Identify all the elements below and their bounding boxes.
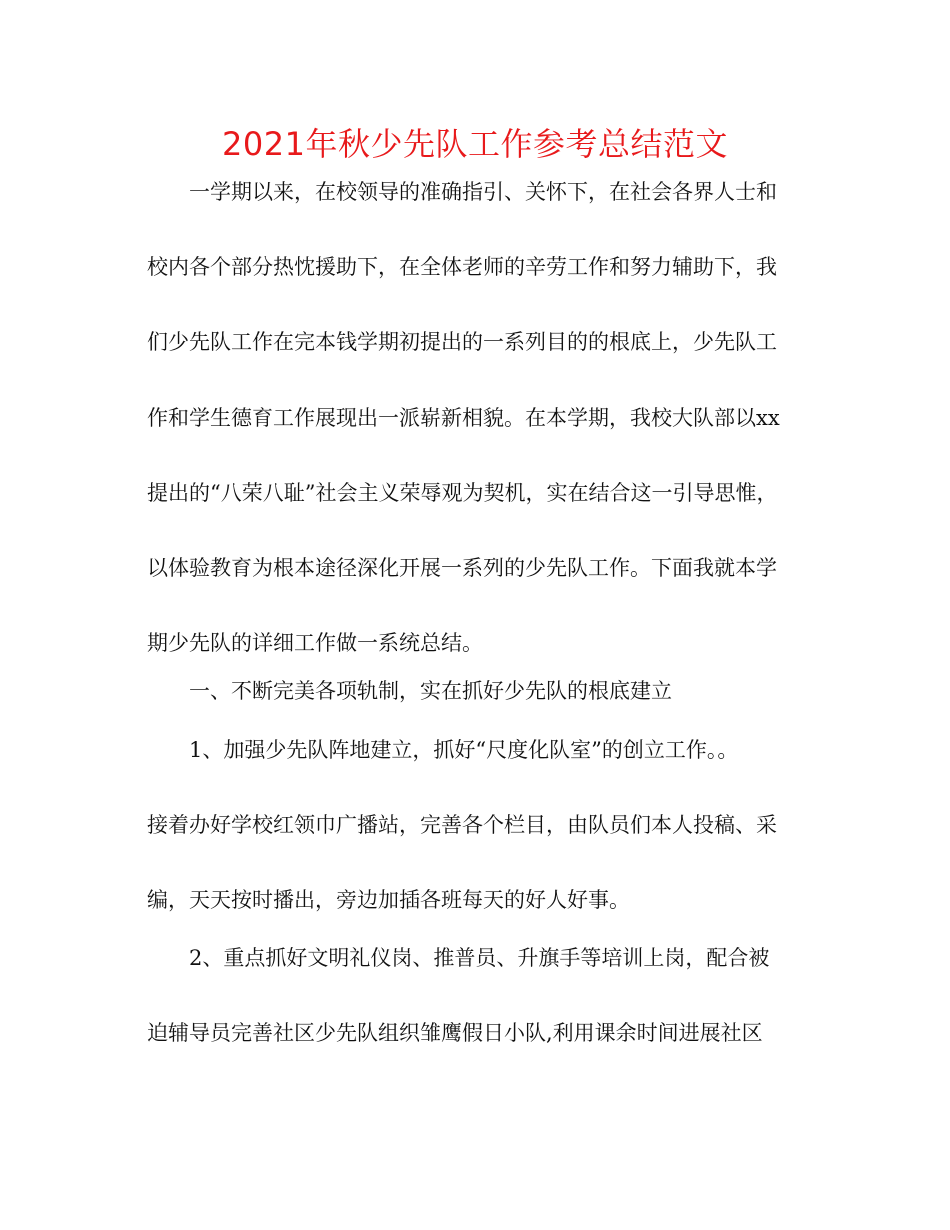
paragraph-line: 提出的“八荣八耻”社会主义荣辱观为契机，实在结合这一引导思惟， <box>147 481 778 505</box>
paragraph-line: 迫辅导员完善社区少先队组织雏鹰假日小队,利用课余时间进展社区 <box>147 1021 763 1045</box>
paragraph-line: 一学期以来，在校领导的准确指引、关怀下，在社会各界人士和 <box>189 180 777 204</box>
document-title: 2021年秋少先队工作参考总结范文 <box>222 125 728 163</box>
paragraph-line: 接着办好学校红领巾广播站，完善各个栏目，由队员们本人投稿、采 <box>147 813 777 837</box>
paragraph-line: 以体验教育为根本途径深化开展一系列的少先队工作。下面我就本学 <box>147 556 777 580</box>
paragraph-line: 作和学生德育工作展现出一派崭新相貌。在本学期，我校大队部以xx <box>147 406 780 430</box>
section-heading: 一、不断完美各项轨制，实在抓好少先队的根底建立 <box>189 679 672 703</box>
paragraph-line: 期少先队的详细工作做一系统总结。 <box>147 631 483 655</box>
paragraph-line: 校内各个部分热忱援助下，在全体老师的辛劳工作和努力辅助下，我 <box>147 255 777 279</box>
paragraph-line: 2、重点抓好文明礼仪岗、推普员、升旗手等培训上岗，配合被 <box>189 946 770 970</box>
paragraph-line: 们少先队工作在完本钱学期初提出的一系列目的的根底上，少先队工 <box>147 330 777 354</box>
paragraph-line: 1、加强少先队阵地建立，抓好“尺度化队室”的创立工作。。 <box>189 738 739 762</box>
paragraph-line: 编，天天按时播出，旁边加插各班每天的好人好事。 <box>147 888 630 912</box>
